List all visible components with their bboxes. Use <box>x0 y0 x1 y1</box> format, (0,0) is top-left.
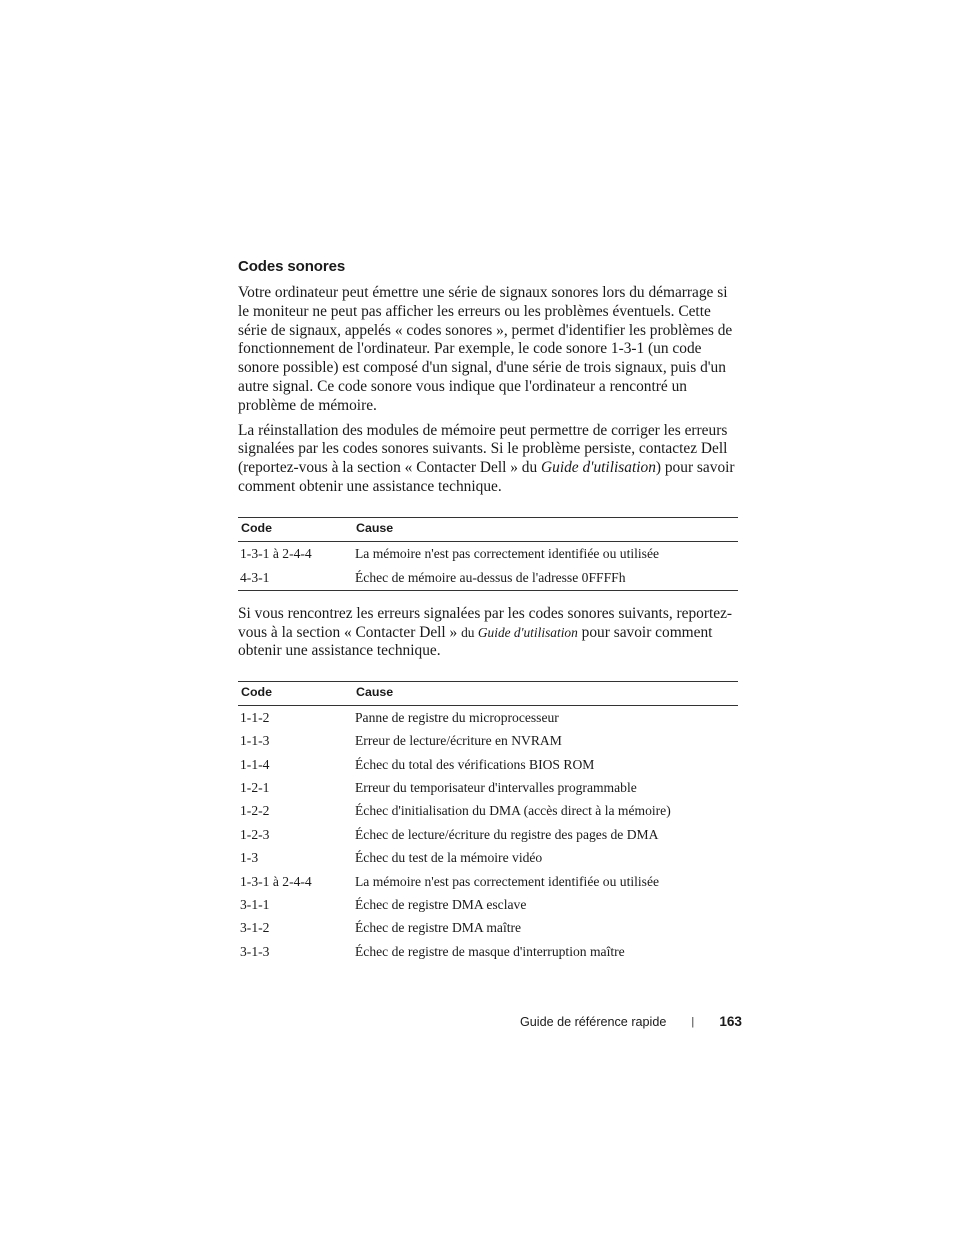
table-row <box>238 823 738 846</box>
reinstall-text-start: La réinstallation des modules de mémoire peut permettre de corriger les erreurs signalées par les codes sonores suivants. Si le problème persiste, contactez Dell (reportez-vous à la section « Contacter Dell » du <box>238 421 728 477</box>
code-cell: 1-3-1 à 2-4-4 <box>240 873 312 889</box>
contact-text-du: du <box>461 624 478 640</box>
guide-reference-italic: Guide d'utilisation <box>477 624 578 640</box>
code-cell: 1-1-4 <box>240 756 270 772</box>
cause-cell: Erreur du temporisateur d'intervalles programmable <box>355 780 637 796</box>
table-row <box>238 917 738 940</box>
table-row <box>238 940 738 963</box>
section-heading: Codes sonores <box>238 258 346 275</box>
contact-text-start: Si vous rencontrez les erreurs signalées par les codes sonores suivants, reportez-vous à la section « Contacter Dell » <box>238 604 733 641</box>
page-content <box>238 258 738 963</box>
cause-cell: Panne de registre du microprocesseur <box>355 709 559 725</box>
table-row <box>238 776 738 799</box>
cause-cell: Échec de registre DMA esclave <box>355 896 527 912</box>
table-header-row <box>238 517 738 541</box>
code-cell: 3-1-2 <box>240 920 270 936</box>
table-row <box>238 566 738 591</box>
code-cell: 3-1-1 <box>240 896 270 912</box>
table-row <box>238 847 738 870</box>
code-cell: 1-1-3 <box>240 733 270 749</box>
cause-cell: Échec de registre DMA maître <box>355 920 522 936</box>
cause-cell: Échec de registre de masque d'interruption maître <box>355 943 625 959</box>
cause-cell: Échec du total des vérifications BIOS ROM <box>355 756 595 772</box>
cause-cell: Erreur de lecture/écriture en NVRAM <box>355 733 562 749</box>
code-cell: 1-1-2 <box>240 709 270 725</box>
column-header-code: Code <box>238 682 353 706</box>
table-row <box>238 730 738 753</box>
table-row <box>238 800 738 823</box>
code-cell: 1-3 <box>240 850 259 866</box>
reinstall-paragraph <box>238 422 738 497</box>
table-row <box>238 706 738 730</box>
code-cell: 3-1-3 <box>240 943 270 959</box>
cause-cell: Échec d'initialisation du DMA (accès direct à la mémoire) <box>355 803 671 819</box>
page-number: 163 <box>719 1014 742 1029</box>
contact-text-end: pour savoir comment obtenir une assistance technique. <box>238 623 713 660</box>
code-cell: 1-2-1 <box>240 780 270 796</box>
cause-cell: Échec du test de la mémoire vidéo <box>355 850 543 866</box>
intro-paragraph: Votre ordinateur peut émettre une série de signaux sonores lors du démarrage si le moniteur ne peut pas afficher les erreurs ou les problèmes éventuels. Cette série de signaux, appelés « codes sonores », permet d'identifier les problèmes de fonctionnement de l'ordinateur. Par exemple, le code sonore 1-3-1 (un code sonore possible) est composé d'un signal, d'une série de trois signaux, puis d'un autre signal. Ce code sonore vous indique que l'ordinateur a rencontré un problème de mémoire. <box>238 284 733 414</box>
cause-cell: Échec de mémoire au-dessus de l'adresse 0FFFFh <box>355 569 626 585</box>
column-header-code: Code <box>238 517 353 541</box>
table-row <box>238 541 738 566</box>
code-cell: 1-2-2 <box>240 803 270 819</box>
footer-title: Guide de référence rapide <box>520 1014 667 1029</box>
cause-cell: Échec de lecture/écriture du registre des pages de DMA <box>355 826 659 842</box>
beep-code-table-system <box>238 681 738 963</box>
table-row <box>238 753 738 776</box>
footer-separator: | <box>691 1015 695 1028</box>
cause-cell: La mémoire n'est pas correctement identifiée ou utilisée <box>355 545 660 561</box>
contact-paragraph <box>238 605 738 661</box>
table-row <box>238 893 738 916</box>
reinstall-text-end: ) pour savoir comment obtenir une assistance technique. <box>238 459 735 495</box>
column-header-cause: Cause <box>353 682 738 706</box>
table-header-row <box>238 682 738 706</box>
code-cell: 4-3-1 <box>240 569 270 585</box>
page-footer <box>520 1014 742 1029</box>
column-header-cause: Cause <box>353 517 738 541</box>
guide-reference-italic: Guide d'utilisation <box>541 459 656 477</box>
table-row <box>238 870 738 893</box>
code-cell: 1-3-1 à 2-4-4 <box>240 545 312 561</box>
cause-cell: La mémoire n'est pas correctement identifiée ou utilisée <box>355 873 660 889</box>
code-cell: 1-2-3 <box>240 826 270 842</box>
beep-code-table-memory <box>238 517 738 591</box>
